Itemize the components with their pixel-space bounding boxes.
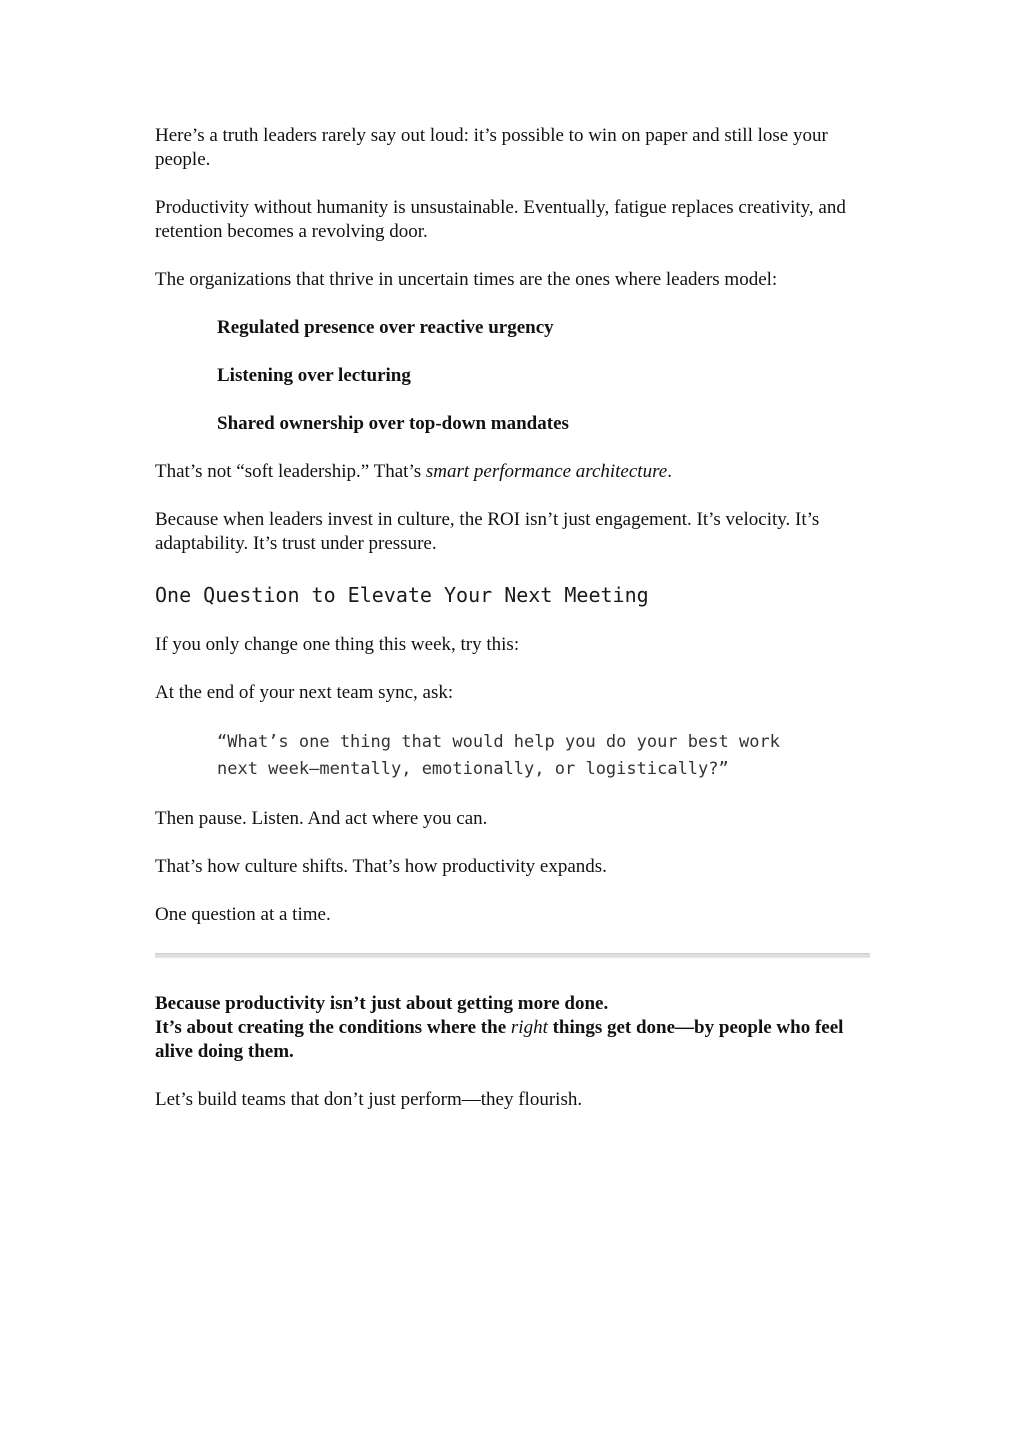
intro-paragraph-1: Here’s a truth leaders rarely say out loud: it’s possible to win on paper and still lose your people. xyxy=(155,125,828,170)
closing-line-1: Because productivity isn’t just about getting more done. xyxy=(155,993,609,1014)
closing-statement xyxy=(155,992,880,1064)
final-paragraph: Let’s build teams that don’t just perform—they flourish. xyxy=(155,1089,583,1110)
closing-line-2-end: things get done—by people who feel alive doing them. xyxy=(155,1017,844,1062)
intro-paragraph-3: The organizations that thrive in uncertain times are the ones where leaders model: xyxy=(155,269,778,290)
principle-item: Regulated presence over reactive urgency xyxy=(217,317,554,338)
principle-item: Shared ownership over top-down mandates xyxy=(217,413,569,434)
closing-line-2-emphasis: right xyxy=(510,1017,548,1038)
section-paragraph-1: If you only change one thing this week, try this: xyxy=(155,634,520,655)
roi-paragraph: Because when leaders invest in culture, the ROI isn’t just engagement. It’s velocity. It’s adaptability. It’s trust under pressure. xyxy=(155,509,820,554)
article-body xyxy=(155,124,880,1112)
soft-leadership-text: That’s not “soft leadership.” That’s xyxy=(155,461,426,482)
principle-item: Listening over lecturing xyxy=(217,365,411,386)
section-paragraph-4: That’s how culture shifts. That’s how productivity expands. xyxy=(155,856,607,877)
intro-paragraph-2: Productivity without humanity is unsustainable. Eventually, fatigue replaces creativity, and retention becomes a revolving door. xyxy=(155,197,846,242)
closing-line-2-start: It’s about creating the conditions where the xyxy=(155,1017,511,1038)
soft-leadership-end: . xyxy=(667,461,672,482)
principles-list xyxy=(155,316,880,436)
section-paragraph-2: At the end of your next team sync, ask: xyxy=(155,682,454,703)
soft-leadership-emphasis: smart performance architecture xyxy=(425,461,668,482)
section-paragraph-5: One question at a time. xyxy=(155,904,331,925)
horizontal-divider xyxy=(155,953,870,958)
section-heading: One Question to Elevate Your Next Meeting xyxy=(155,583,649,607)
closing-line-2 xyxy=(155,1016,880,1064)
meeting-question-quote: “What’s one thing that would help you do your best work next week—mentally, emotionally, or logistically?” xyxy=(217,732,780,779)
section-paragraph-3: Then pause. Listen. And act where you can. xyxy=(155,808,488,829)
soft-leadership-paragraph xyxy=(155,460,880,484)
